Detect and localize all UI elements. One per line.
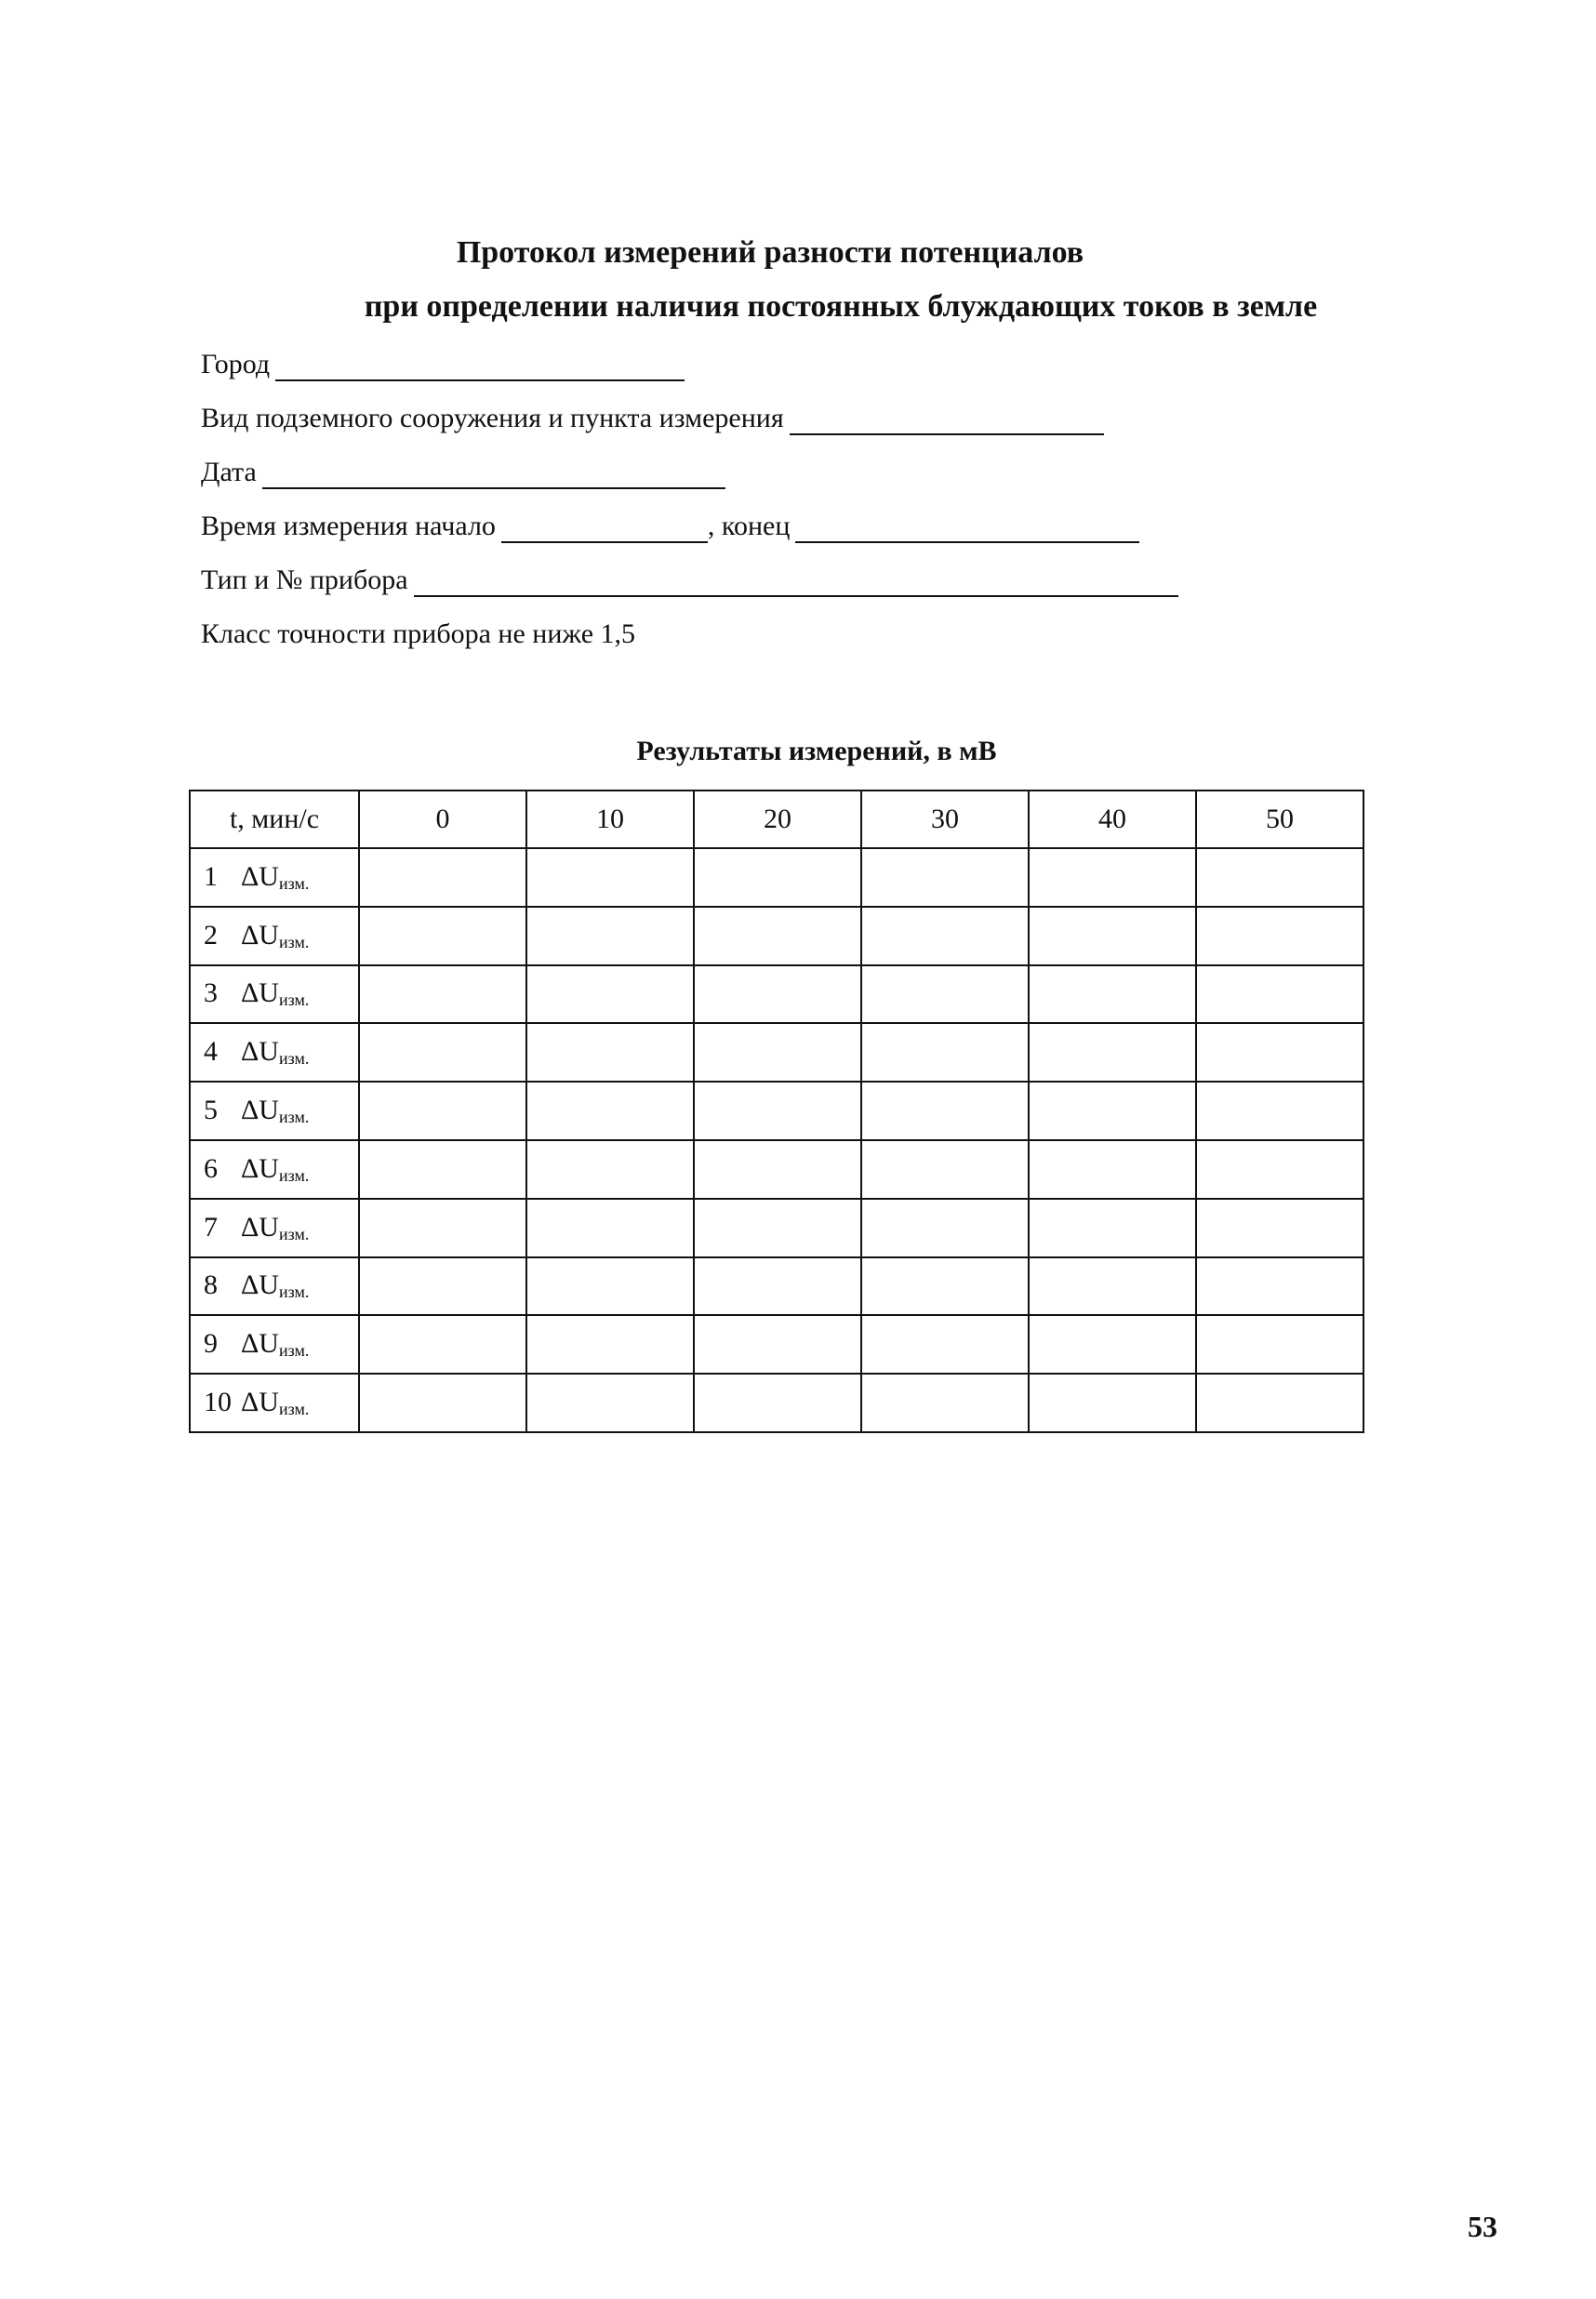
row-subscript: изм. bbox=[278, 1400, 310, 1419]
table-cell[interactable] bbox=[861, 965, 1029, 1024]
table-cell[interactable] bbox=[1196, 1199, 1363, 1257]
table-row bbox=[190, 1140, 1363, 1199]
results-title: Результаты измерений, в мВ bbox=[636, 736, 997, 766]
header-col-50: 50 bbox=[1196, 791, 1363, 848]
row-subscript: изм. bbox=[278, 873, 310, 893]
table-cell[interactable] bbox=[1029, 1315, 1196, 1374]
field-date-line[interactable] bbox=[262, 461, 725, 489]
header-col-20: 20 bbox=[694, 791, 861, 848]
table-cell[interactable] bbox=[359, 965, 526, 1024]
table-row bbox=[190, 848, 1363, 907]
row-label bbox=[190, 965, 359, 1024]
row-number: 2 bbox=[204, 919, 218, 950]
table-cell[interactable] bbox=[359, 1140, 526, 1199]
table-cell[interactable] bbox=[694, 848, 861, 907]
row-number: 8 bbox=[204, 1269, 218, 1301]
table-cell[interactable] bbox=[526, 1257, 694, 1316]
table-cell[interactable] bbox=[526, 965, 694, 1024]
table-header-row bbox=[190, 791, 1363, 848]
table-row bbox=[190, 965, 1363, 1024]
table-cell[interactable] bbox=[1196, 1140, 1363, 1199]
table-cell[interactable] bbox=[1029, 1374, 1196, 1432]
table-cell[interactable] bbox=[1196, 1374, 1363, 1432]
field-device-line[interactable] bbox=[414, 569, 1178, 597]
table-cell[interactable] bbox=[694, 1140, 861, 1199]
row-subscript: изм. bbox=[278, 1341, 310, 1361]
table-row bbox=[190, 1257, 1363, 1316]
row-symbol: ΔU bbox=[241, 1269, 279, 1301]
field-device-label: Тип и № прибора bbox=[201, 565, 408, 595]
table-cell[interactable] bbox=[861, 1023, 1029, 1082]
table-cell[interactable] bbox=[359, 907, 526, 965]
table-cell[interactable] bbox=[1196, 848, 1363, 907]
row-symbol: ΔU bbox=[241, 1036, 279, 1068]
table-cell[interactable] bbox=[861, 907, 1029, 965]
table-cell[interactable] bbox=[861, 1140, 1029, 1199]
row-number: 9 bbox=[204, 1328, 218, 1360]
row-subscript: изм. bbox=[278, 932, 310, 951]
table-cell[interactable] bbox=[1029, 1257, 1196, 1316]
row-label bbox=[190, 848, 359, 907]
title-line-1: Протокол измерений разности потенциалов bbox=[456, 235, 1084, 270]
field-time-end-line[interactable] bbox=[795, 515, 1139, 543]
row-number: 7 bbox=[204, 1211, 218, 1243]
row-number: 6 bbox=[204, 1152, 218, 1184]
table-body bbox=[190, 848, 1363, 1432]
row-subscript: изм. bbox=[278, 1224, 310, 1243]
row-label bbox=[190, 1374, 359, 1432]
table-cell[interactable] bbox=[1196, 1023, 1363, 1082]
row-label bbox=[190, 1082, 359, 1140]
header-col-40: 40 bbox=[1029, 791, 1196, 848]
table-cell[interactable] bbox=[694, 1199, 861, 1257]
row-symbol: ΔU bbox=[241, 919, 279, 950]
table-cell[interactable] bbox=[526, 1140, 694, 1199]
row-number: 10 bbox=[204, 1387, 232, 1418]
row-number: 1 bbox=[204, 860, 218, 892]
field-city-label: Город bbox=[201, 349, 271, 379]
table-cell[interactable] bbox=[1029, 848, 1196, 907]
table-cell[interactable] bbox=[1029, 1199, 1196, 1257]
table-row bbox=[190, 907, 1363, 965]
table-row bbox=[190, 1374, 1363, 1432]
table-cell[interactable] bbox=[526, 1374, 694, 1432]
table-cell[interactable] bbox=[861, 1082, 1029, 1140]
table-cell[interactable] bbox=[526, 1082, 694, 1140]
header-col-0: 0 bbox=[359, 791, 526, 848]
results-table bbox=[189, 790, 1364, 1433]
row-number: 4 bbox=[204, 1036, 218, 1068]
table-cell[interactable] bbox=[694, 1315, 861, 1374]
field-time-start-label: Время измерения начало bbox=[201, 511, 496, 541]
table-cell[interactable] bbox=[526, 907, 694, 965]
row-symbol: ΔU bbox=[241, 1095, 279, 1126]
table-cell[interactable] bbox=[861, 1199, 1029, 1257]
row-symbol: ΔU bbox=[241, 860, 279, 892]
table-cell[interactable] bbox=[1029, 1023, 1196, 1082]
field-structure-line[interactable] bbox=[790, 407, 1104, 435]
table-cell[interactable] bbox=[359, 1023, 526, 1082]
row-symbol: ΔU bbox=[241, 1387, 279, 1418]
table-cell[interactable] bbox=[1029, 965, 1196, 1024]
row-subscript: изм. bbox=[278, 1282, 310, 1302]
table-cell[interactable] bbox=[1196, 965, 1363, 1024]
field-date bbox=[201, 456, 731, 489]
row-symbol: ΔU bbox=[241, 1152, 279, 1184]
table-cell[interactable] bbox=[1029, 1082, 1196, 1140]
row-subscript: изм. bbox=[278, 1049, 310, 1069]
row-label bbox=[190, 1023, 359, 1082]
field-date-label: Дата bbox=[201, 457, 257, 487]
table-row bbox=[190, 1023, 1363, 1082]
table-cell[interactable] bbox=[526, 848, 694, 907]
row-subscript: изм. bbox=[278, 990, 310, 1010]
field-time-end-label: , конец bbox=[707, 511, 791, 541]
row-number: 3 bbox=[204, 977, 218, 1009]
table-cell[interactable] bbox=[359, 848, 526, 907]
table-cell[interactable] bbox=[526, 1023, 694, 1082]
table-cell[interactable] bbox=[359, 1257, 526, 1316]
page-number: 53 bbox=[1468, 2210, 1497, 2243]
field-accuracy-text: Класс точности прибора не ниже 1,5 bbox=[201, 618, 636, 649]
table-row bbox=[190, 1315, 1363, 1374]
row-label bbox=[190, 1315, 359, 1374]
field-accuracy bbox=[201, 618, 635, 651]
title-line-2: при определении наличия постоянных блуждающих токов в земле bbox=[364, 289, 1318, 324]
row-label bbox=[190, 1257, 359, 1316]
table-cell[interactable] bbox=[526, 1199, 694, 1257]
table-cell[interactable] bbox=[694, 1257, 861, 1316]
row-symbol: ΔU bbox=[241, 1328, 279, 1360]
header-corner: t, мин/с bbox=[190, 791, 359, 848]
table-cell[interactable] bbox=[526, 1315, 694, 1374]
row-subscript: изм. bbox=[278, 1165, 310, 1185]
row-label bbox=[190, 907, 359, 965]
header-col-30: 30 bbox=[861, 791, 1029, 848]
row-label bbox=[190, 1140, 359, 1199]
row-number: 5 bbox=[204, 1095, 218, 1126]
table-cell[interactable] bbox=[359, 1199, 526, 1257]
table-cell[interactable] bbox=[1029, 1140, 1196, 1199]
row-label bbox=[190, 1199, 359, 1257]
table-cell[interactable] bbox=[1029, 907, 1196, 965]
table-cell[interactable] bbox=[861, 848, 1029, 907]
field-time-start-line[interactable] bbox=[501, 515, 708, 543]
table-cell[interactable] bbox=[359, 1315, 526, 1374]
header-col-10: 10 bbox=[526, 791, 694, 848]
table-row bbox=[190, 1199, 1363, 1257]
table-cell[interactable] bbox=[694, 907, 861, 965]
table-cell[interactable] bbox=[694, 1023, 861, 1082]
field-structure-label: Вид подземного сооружения и пункта измерения bbox=[201, 403, 784, 433]
table-cell[interactable] bbox=[359, 1082, 526, 1140]
field-city-line[interactable] bbox=[275, 353, 685, 381]
table-cell[interactable] bbox=[1196, 1082, 1363, 1140]
table-cell[interactable] bbox=[861, 1374, 1029, 1432]
table-row bbox=[190, 1082, 1363, 1140]
table-cell[interactable] bbox=[861, 1315, 1029, 1374]
row-symbol: ΔU bbox=[241, 977, 279, 1009]
table-cell[interactable] bbox=[694, 965, 861, 1024]
table-cell[interactable] bbox=[1196, 1315, 1363, 1374]
field-city bbox=[201, 348, 690, 381]
field-device bbox=[201, 564, 1184, 597]
table-cell[interactable] bbox=[359, 1374, 526, 1432]
table-cell[interactable] bbox=[861, 1257, 1029, 1316]
row-symbol: ΔU bbox=[241, 1211, 279, 1243]
table-cell[interactable] bbox=[694, 1374, 861, 1432]
field-time bbox=[201, 510, 1145, 543]
table-cell[interactable] bbox=[1196, 907, 1363, 965]
field-structure bbox=[201, 402, 1110, 435]
table-cell[interactable] bbox=[694, 1082, 861, 1140]
row-subscript: изм. bbox=[278, 1108, 310, 1127]
table-cell[interactable] bbox=[1196, 1257, 1363, 1316]
